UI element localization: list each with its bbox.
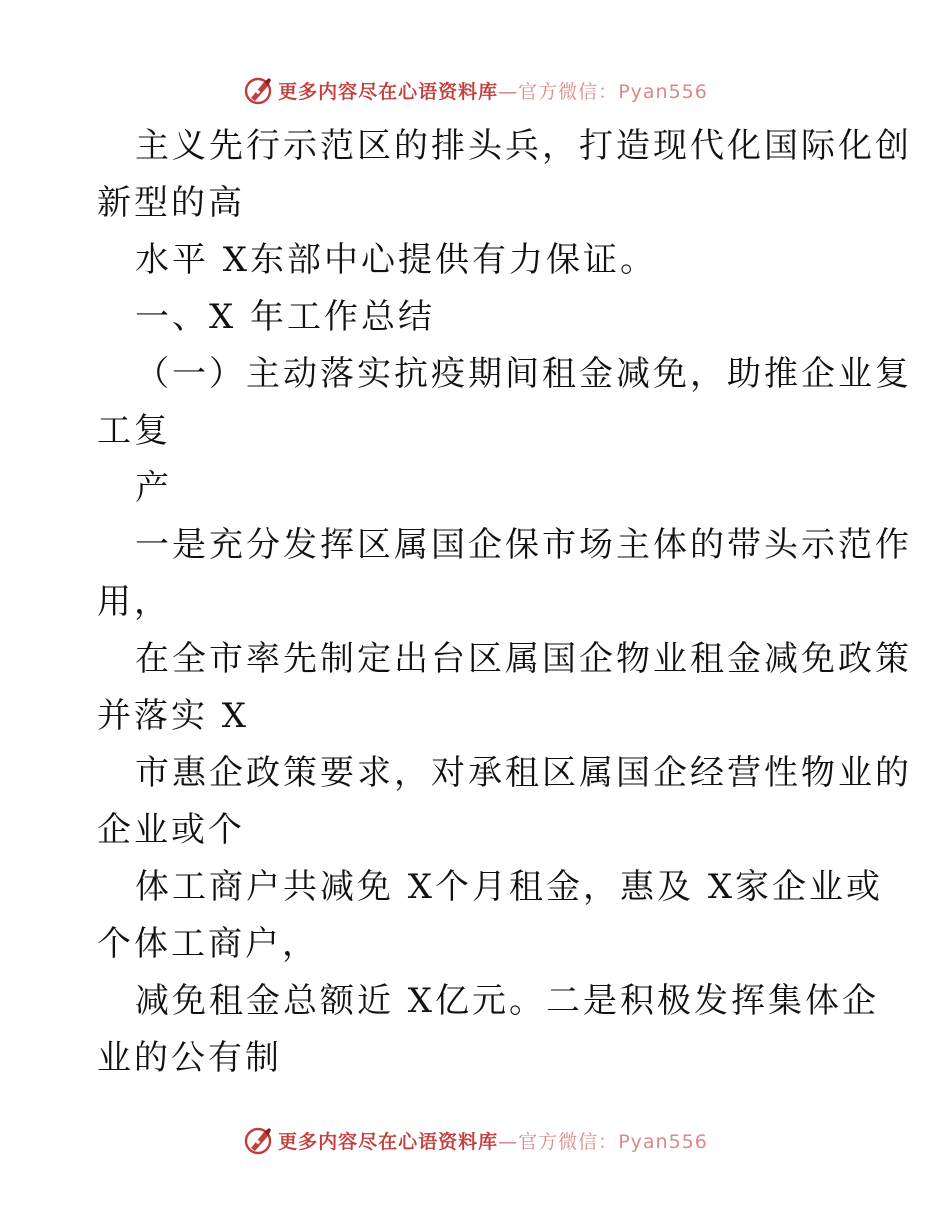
text-line: 在全市率先制定出台区属国企物业租金减免政策 [135,639,912,679]
text-line: 企业或个 [97,810,245,850]
section-heading: 一、X 年工作总结 [135,297,436,337]
text-line: 水平 X东部中心提供有力保证。 [135,240,658,280]
text-line: 产 [135,468,172,508]
footer-separator: — [498,1130,519,1153]
header-wechat-id: Pyan556 [618,80,708,103]
footer-wechat-label: 官方微信： [518,1130,619,1153]
header-brand-text: 更多内容尽在心语资料库 [278,80,499,103]
text-line: 用， [97,582,171,622]
header-banner-text [278,77,708,104]
text-line: 工复 [97,411,171,451]
header-separator: — [498,80,519,103]
footer-wechat-id: Pyan556 [618,1130,708,1153]
text-line: 一是充分发挥区属国企保市场主体的带头示范作 [135,525,912,565]
subsection-heading: （一）主动落实抗疫期间租金减免，助推企业复 [135,354,912,394]
document-body [97,118,912,1087]
text-line: 个体工商户， [97,924,319,964]
text-line: 主义先行示范区的排头兵，打造现代化国际化创 [135,126,912,166]
text-line: 新型的高 [97,183,245,223]
text-line: 减免租金总额近 X亿元。二是积极发挥集体企 [135,981,880,1021]
header-wechat-label: 官方微信： [518,80,619,103]
pen-nib-logo-icon [242,74,274,106]
footer-banner [0,1120,950,1160]
pen-nib-logo-icon [242,1124,274,1156]
text-line: 并落实 X [97,696,250,736]
text-line: 体工商户共减免 X个月租金，惠及 X家企业或 [135,867,884,907]
header-banner [0,70,950,110]
footer-brand-text: 更多内容尽在心语资料库 [278,1130,499,1153]
text-line: 业的公有制 [97,1038,282,1078]
text-line: 市惠企政策要求，对承租区属国企经营性物业的 [135,753,912,793]
footer-banner-text [278,1127,708,1154]
